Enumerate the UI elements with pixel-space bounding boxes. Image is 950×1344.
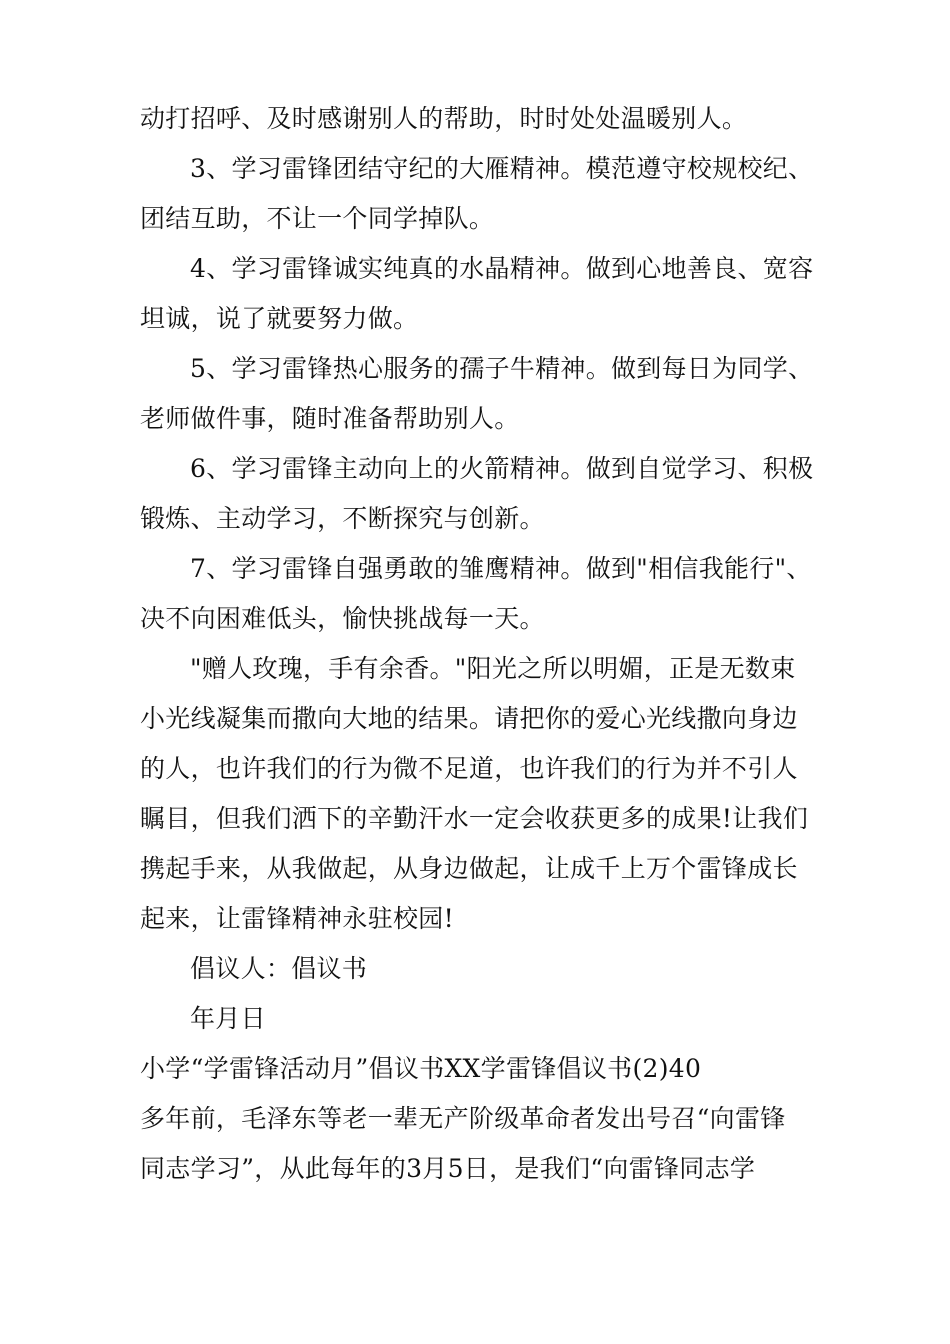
- section-title-line: 小学“学雷锋活动月”倡议书XX学雷锋倡议书(2)40: [140, 1054, 702, 1083]
- text-line: 坦诚，说了就要努力做。: [140, 304, 419, 333]
- text-line: 6、学习雷锋主动向上的火箭精神。做到自觉学习、积极: [190, 454, 814, 483]
- text-line: 起来，让雷锋精神永驻校园!: [140, 904, 454, 933]
- text-line: 的人，也许我们的行为微不足道，也许我们的行为并不引人: [140, 754, 798, 783]
- text-line: 动打招呼、及时感谢别人的帮助，时时处处温暖别人。: [140, 104, 748, 133]
- date-line: 年月日: [190, 1004, 266, 1033]
- text-line: 团结互助，不让一个同学掉队。: [140, 204, 495, 233]
- text-line: 4、学习雷锋诚实纯真的水晶精神。做到心地善良、宽容: [190, 254, 814, 283]
- text-line: 决不向困难低头，愉快挑战每一天。: [140, 604, 545, 633]
- text-line: 瞩目，但我们洒下的辛勤汗水一定会收获更多的成果!让我们: [140, 804, 809, 833]
- text-line: 小光线凝集而撒向大地的结果。请把你的爱心光线撒向身边: [140, 704, 798, 733]
- text-line: 同志学习”，从此每年的3月5日，是我们“向雷锋同志学: [140, 1154, 756, 1183]
- signature-line: 倡议人：倡议书: [190, 954, 368, 983]
- text-line: 3、学习雷锋团结守纪的大雁精神。模范遵守校规校纪、: [190, 154, 814, 183]
- text-line: 5、学习雷锋热心服务的孺子牛精神。做到每日为同学、: [190, 354, 814, 383]
- text-line: 携起手来，从我做起，从身边做起，让成千上万个雷锋成长: [140, 854, 798, 883]
- text-line: 锻炼、主动学习，不断探究与创新。: [140, 504, 545, 533]
- text-line: 多年前，毛泽东等老一辈无产阶级革命者发出号召“向雷锋: [140, 1104, 786, 1133]
- text-line: 老师做件事，随时准备帮助别人。: [140, 404, 520, 433]
- text-line: 7、学习雷锋自强勇敢的雏鹰精神。做到"相信我能行"、: [190, 554, 812, 583]
- text-line: "赠人玫瑰，手有余香。"阳光之所以明媚，正是无数束: [190, 654, 796, 683]
- document-body: [140, 94, 830, 1194]
